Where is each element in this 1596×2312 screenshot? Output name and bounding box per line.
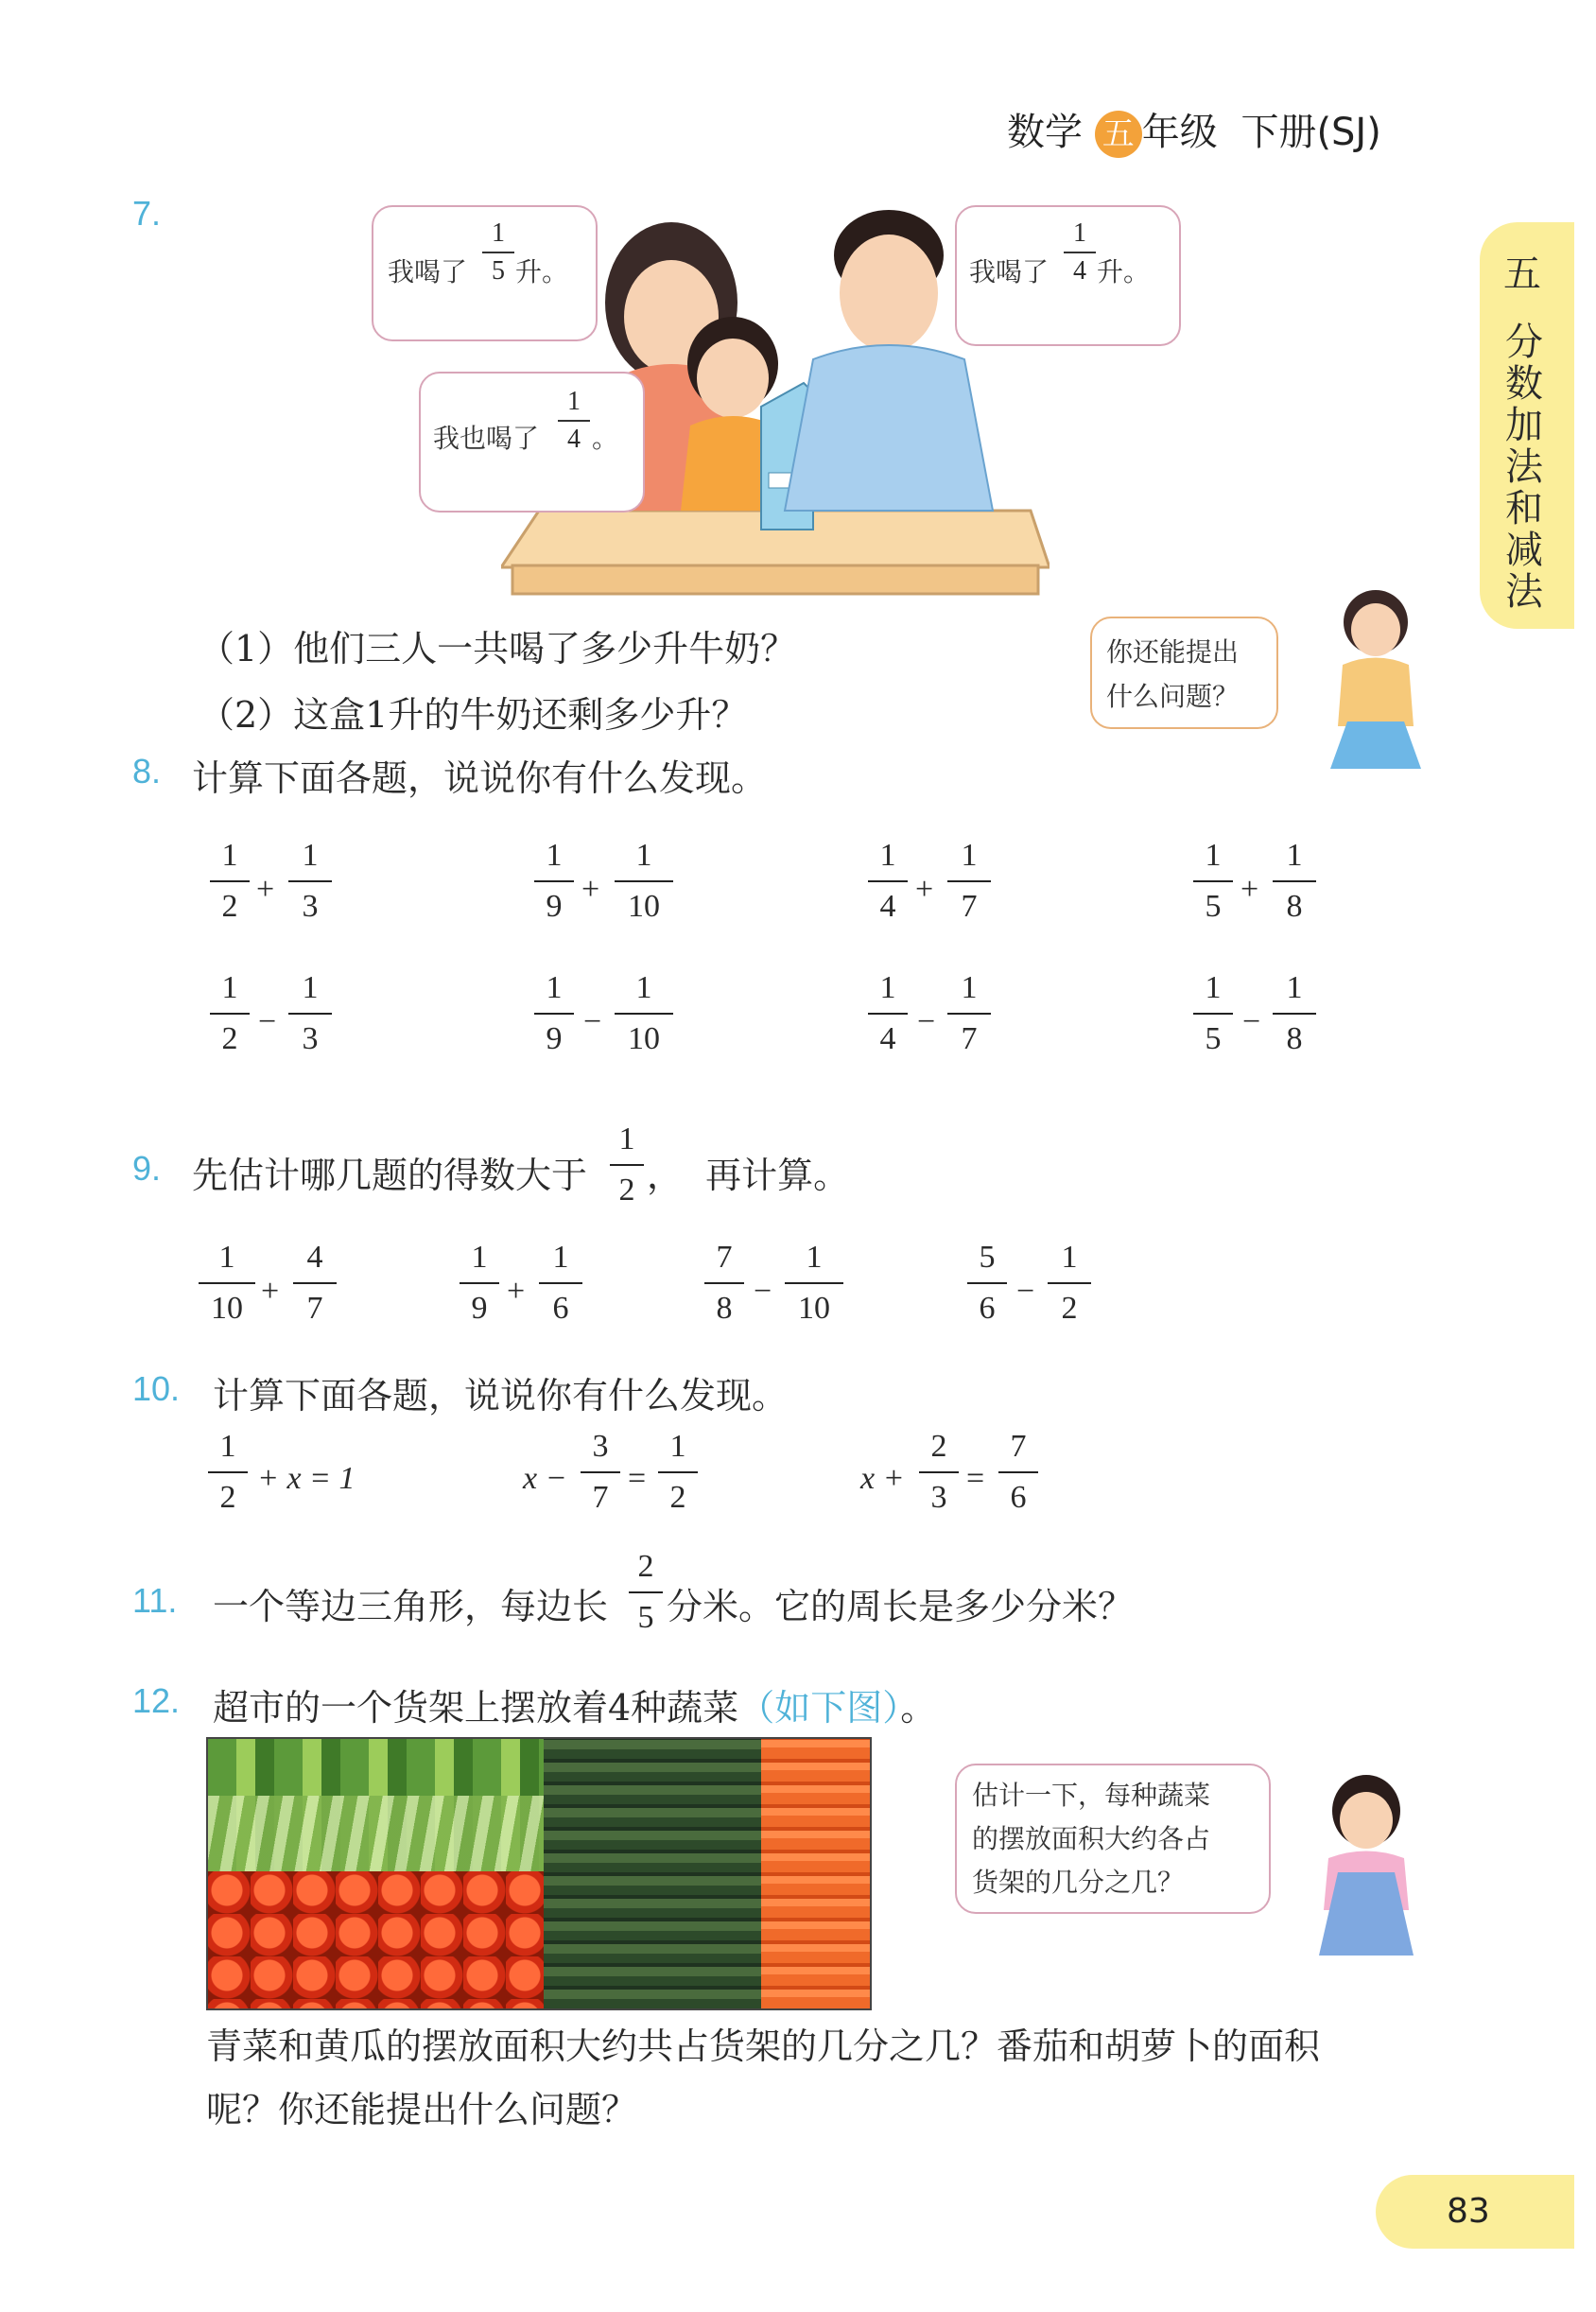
fraction: 1 4 bbox=[868, 969, 908, 1058]
fraction: 1 8 bbox=[1273, 969, 1316, 1058]
fraction: 1 10 bbox=[785, 1239, 843, 1328]
operator: + bbox=[507, 1274, 526, 1309]
girl-2-line-2: 的摆放面积大约各占 bbox=[972, 1823, 1211, 1854]
fraction: 1 7 bbox=[947, 969, 991, 1058]
question-12-hint: （如下图） bbox=[738, 1687, 901, 1729]
operator: − bbox=[917, 1004, 936, 1039]
operator: + bbox=[261, 1274, 280, 1309]
question-11-fraction: 2 5 bbox=[629, 1548, 663, 1637]
question-8-text: 计算下面各题，说说你有什么发现。 bbox=[192, 757, 768, 799]
equals-sign: = bbox=[966, 1461, 985, 1496]
bubble-mom-fraction: 1 5 bbox=[482, 219, 514, 286]
header-grade: 年级 bbox=[1141, 111, 1218, 154]
fraction: 1 2 bbox=[658, 1428, 698, 1517]
fraction: 1 10 bbox=[199, 1239, 255, 1328]
question-12-number: 12. bbox=[132, 1681, 181, 1720]
operator: + bbox=[256, 872, 275, 907]
question-10-text: 计算下面各题，说说你有什么发现。 bbox=[213, 1375, 789, 1417]
bubble-dad-fraction: 1 4 bbox=[1064, 219, 1096, 286]
question-8-number: 8. bbox=[132, 752, 162, 791]
fraction: 1 2 bbox=[1048, 1239, 1091, 1328]
fraction: 1 9 bbox=[534, 969, 574, 1058]
girl-illustration-2 bbox=[1295, 1768, 1428, 1957]
question-7-sub1: （1）他们三人一共喝了多少升牛奶？ bbox=[199, 628, 797, 669]
fraction: 1 7 bbox=[947, 837, 991, 926]
bubble-kid-fraction: 1 4 bbox=[558, 388, 590, 454]
fraction: 3 7 bbox=[581, 1428, 620, 1517]
question-11-pre: 一个等边三角形，每边长 bbox=[213, 1586, 609, 1627]
question-11-post: 分米。它的周长是多少分米？ bbox=[667, 1586, 1135, 1627]
fraction: 1 9 bbox=[460, 1239, 499, 1328]
fraction: 1 4 bbox=[868, 837, 908, 926]
question-11-number: 11. bbox=[132, 1581, 178, 1620]
fraction: 5 6 bbox=[967, 1239, 1007, 1328]
fraction: 1 5 bbox=[1193, 837, 1233, 926]
grade-badge: 五 bbox=[1095, 111, 1142, 158]
question-12-end: 。 bbox=[900, 1687, 937, 1729]
equation-lead: x + bbox=[860, 1461, 905, 1496]
side-tab-title: 分数加法和减法 bbox=[1505, 321, 1543, 614]
equals-sign: = bbox=[628, 1461, 647, 1496]
bubble-kid-post: 。 bbox=[592, 423, 619, 454]
bubble-dad-post: 升。 bbox=[1097, 256, 1151, 287]
header-edition: (SJ) bbox=[1316, 111, 1381, 154]
header-subject: 数学 bbox=[1007, 111, 1083, 154]
fraction: 7 8 bbox=[704, 1239, 744, 1328]
bubble-mom-pre: 我喝了 bbox=[388, 256, 468, 287]
fraction: 2 3 bbox=[919, 1428, 959, 1517]
header-volume: 下册 bbox=[1240, 111, 1317, 154]
bubble-kid-pre: 我也喝了 bbox=[433, 423, 540, 454]
girl-1-line-1: 你还能提出 bbox=[1106, 636, 1240, 668]
equation-rest: + x = 1 bbox=[257, 1461, 356, 1496]
fraction: 1 2 bbox=[208, 1428, 248, 1517]
question-9-number: 9. bbox=[132, 1149, 162, 1188]
girl-2-line-1: 估计一下，每种蔬菜 bbox=[972, 1780, 1211, 1811]
fraction: 1 10 bbox=[615, 969, 673, 1058]
fraction: 4 7 bbox=[293, 1239, 337, 1328]
question-12-paragraph-1: 青菜和黄瓜的摆放面积大约共占货架的几分之几？番茄和胡萝卜的面积 bbox=[206, 2025, 1321, 2067]
fraction: 1 2 bbox=[210, 969, 250, 1058]
operator: + bbox=[1240, 872, 1259, 907]
fraction: 1 8 bbox=[1273, 837, 1316, 926]
operator: − bbox=[258, 1004, 277, 1039]
fraction: 1 2 bbox=[210, 837, 250, 926]
operator: − bbox=[1242, 1004, 1261, 1039]
fraction: 1 5 bbox=[1193, 969, 1233, 1058]
question-9-post: ， 再计算。 bbox=[647, 1155, 850, 1196]
bubble-mom-post: 升。 bbox=[515, 256, 569, 287]
operator: + bbox=[581, 872, 600, 907]
girl-illustration-1 bbox=[1319, 584, 1432, 774]
vegetable-shelf-photo bbox=[206, 1737, 872, 2010]
question-9-pre: 先估计哪几题的得数大于 bbox=[192, 1155, 588, 1196]
bubble-dad-pre: 我喝了 bbox=[969, 256, 1050, 287]
page-header bbox=[1007, 102, 1381, 158]
page-number: 83 bbox=[1447, 2192, 1490, 2231]
girl-1-line-2: 什么问题？ bbox=[1106, 681, 1240, 712]
tomatoes-section bbox=[208, 1871, 544, 2008]
cucumbers-section bbox=[544, 1739, 761, 2008]
equation-lead: x − bbox=[523, 1461, 567, 1496]
side-tab-unit: 五 bbox=[1503, 252, 1541, 296]
fraction: 1 6 bbox=[539, 1239, 582, 1328]
question-7-number: 7. bbox=[132, 194, 162, 233]
fraction: 1 3 bbox=[288, 837, 332, 926]
carrots-section bbox=[761, 1739, 870, 2008]
question-10-number: 10. bbox=[132, 1369, 181, 1408]
operator: − bbox=[1016, 1274, 1035, 1309]
fraction: 1 10 bbox=[615, 837, 673, 926]
fraction: 7 6 bbox=[998, 1428, 1038, 1517]
question-9-fraction: 1 2 bbox=[610, 1121, 644, 1209]
greens-stems bbox=[208, 1796, 544, 1871]
question-12-paragraph-2: 呢？你还能提出什么问题？ bbox=[206, 2089, 638, 2130]
girl-2-line-3: 货架的几分之几？ bbox=[972, 1867, 1185, 1898]
fraction: 1 9 bbox=[534, 837, 574, 926]
operator: − bbox=[583, 1004, 602, 1039]
fraction: 1 3 bbox=[288, 969, 332, 1058]
operator: + bbox=[915, 872, 934, 907]
question-7-sub2: （2）这盒1升的牛奶还剩多少升？ bbox=[199, 694, 748, 736]
question-12-main: 超市的一个货架上摆放着4种蔬菜 bbox=[213, 1687, 739, 1729]
question-12-text bbox=[213, 1678, 936, 1730]
operator: − bbox=[754, 1274, 772, 1309]
